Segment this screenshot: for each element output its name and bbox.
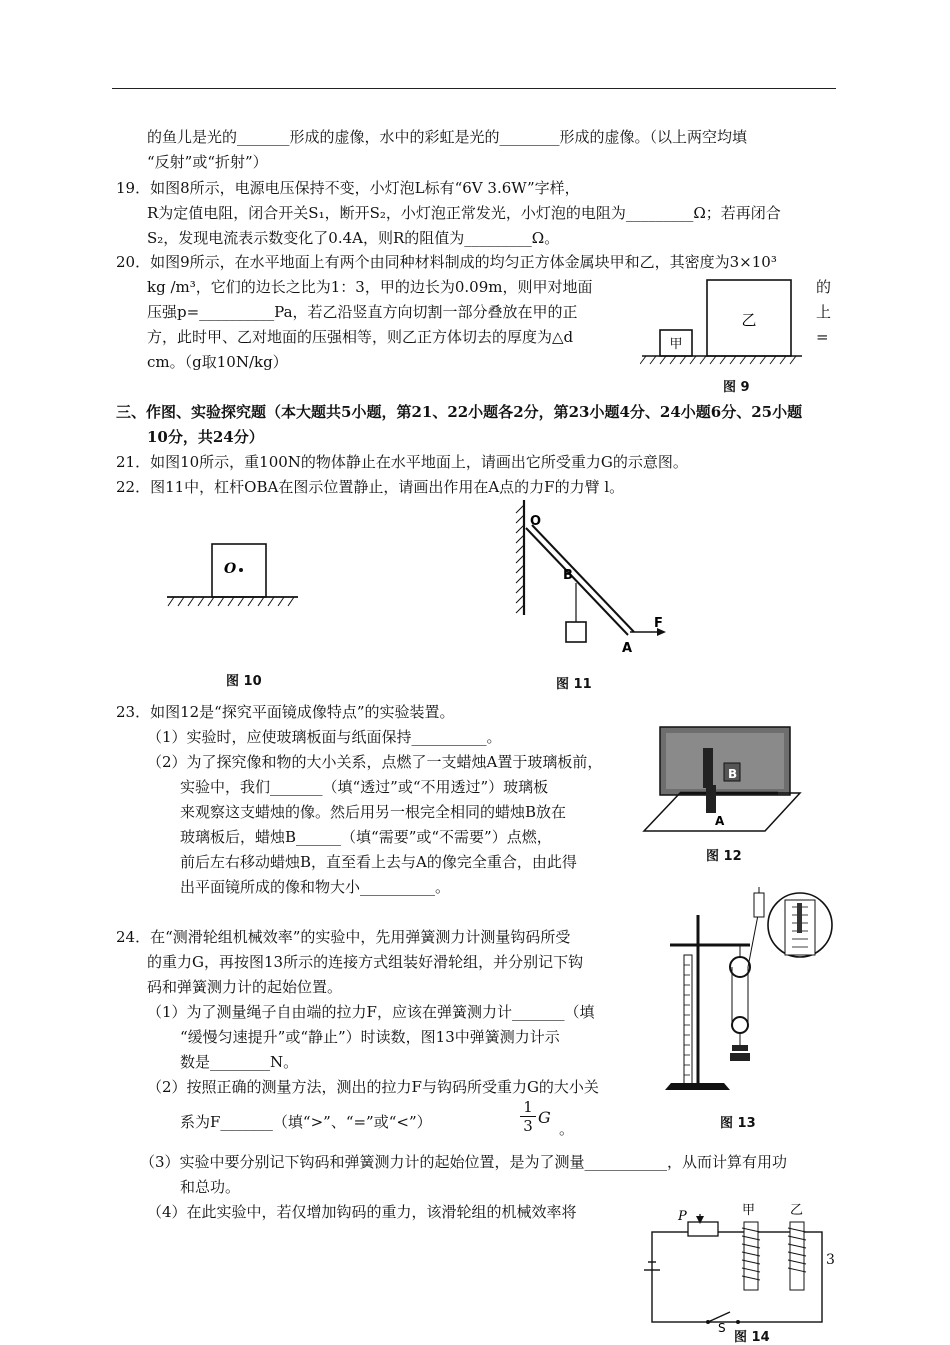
text-line: R为定值电阻，闭合开关S₁，断开S₂，小灯泡正常发光，小灯泡的电阻为_________Ω；若再闭合 — [147, 204, 781, 222]
text-line: 10分，共24分） — [147, 428, 264, 446]
text-line: 21．如图10所示，重100N的物体静止在水平地面上，请画出它所受重力G的示意图。 — [116, 453, 688, 471]
caption-fig14: 图 14 — [734, 1330, 770, 1345]
text-line: 玻璃板后，蜡烛B______（填“需要”或“不需要”）点燃， — [180, 828, 552, 846]
text-line: 系为F_______（填“>”、“=”或“<”） — [180, 1113, 432, 1131]
label-candle-B: B — [728, 767, 738, 781]
q20-right-de: 的 — [816, 278, 832, 296]
text-line: 前后左右移动蜡烛B，直至看上去与A的像完全重合，由此得 — [180, 853, 577, 871]
label-candle-A: A — [715, 814, 725, 828]
text-line: cm。（g取10N/kg） — [147, 353, 288, 371]
figure-14 — [640, 1200, 830, 1332]
text-line: 数是________N。 — [180, 1053, 299, 1071]
figure-11 — [510, 495, 680, 660]
text-line: （2）按照正确的测量方法，测出的拉力F与钩码所受重力G的大小关 — [147, 1078, 599, 1096]
caption-fig13: 图 13 — [720, 1116, 756, 1131]
fraction-one-third — [520, 1098, 536, 1135]
figure-9 — [640, 275, 810, 370]
text-line: 码和弹簧测力计的起始位置。 — [147, 978, 343, 996]
text-line: 来观察这支蜡烛的像。然后用另一根完全相同的蜡烛B放在 — [180, 803, 567, 821]
q20-right-shang: 上 — [816, 303, 832, 321]
text-line: 方，此时甲、乙对地面的压强相等，则乙正方体切去的厚度为△d — [147, 328, 574, 346]
label-A: A — [622, 641, 633, 656]
text-line: 20．如图9所示，在水平地面上有两个由同种材料制成的均匀正方体金属块甲和乙，其密度为3×10³ — [116, 253, 777, 271]
text-line: （4）在此实验中，若仅增加钩码的重力，该滑轮组的机械效率将 — [147, 1203, 577, 1221]
text-line: （2）为了探究像和物的大小关系，点燃了一支蜡烛A置于玻璃板前， — [147, 753, 603, 771]
fraction-numerator: 1 — [520, 1098, 536, 1117]
text-line: 22．图11中，杠杆OBA在图示位置静止，请画出作用在A点的力F的力臂 l。 — [116, 478, 625, 496]
label-B: B — [563, 568, 573, 583]
fraction-variable: G — [538, 1108, 551, 1127]
caption-fig9: 图 9 — [723, 380, 750, 395]
label-yi: 乙 — [741, 311, 757, 329]
label-S: S — [718, 1321, 726, 1332]
caption-fig11: 图 11 — [556, 677, 592, 692]
text-line: （1）实验时，应使玻璃板面与纸面保持__________。 — [147, 728, 502, 746]
text-line: “反射”或“折射”） — [147, 153, 268, 171]
figure-12 — [640, 723, 815, 843]
page-number: 3 — [826, 1252, 835, 1268]
header-rule — [112, 88, 836, 89]
figure-13 — [660, 885, 835, 1100]
text-line: 实验中，我们_______（填“透过”或“不用透过”）玻璃板 — [180, 778, 549, 796]
text-line: 19．如图8所示，电源电压保持不变，小灯泡L标有“6V 3.6W”字样， — [116, 179, 580, 197]
svg-text:O: O — [224, 561, 237, 577]
text-line: “缓慢匀速提升”或“静止”）时读数，图13中弹簧测力计示 — [180, 1028, 560, 1046]
caption-fig10: 图 10 — [226, 674, 262, 689]
text-line: 的重力G，再按图13所示的连接方式组装好滑轮组，并分别记下钩 — [147, 953, 584, 971]
text-line: （3）实验中要分别记下钩码和弹簧测力计的起始位置，是为了测量___________，从而计算有用功 — [140, 1153, 788, 1171]
text-line: 的鱼儿是光的_______形成的虚像，水中的彩虹是光的________形成的虚像。（以上两空均填 — [147, 128, 748, 146]
figure-10 — [162, 540, 302, 615]
q20-right-eq: = — [816, 328, 829, 346]
text-line: kg /m³，它们的边长之比为1：3，甲的边长为0.09m，则甲对地面 — [147, 278, 593, 296]
text-line: 23．如图12是“探究平面镜成像特点”的实验装置。 — [116, 703, 455, 721]
fraction-denominator: 3 — [523, 1117, 533, 1135]
caption-fig12: 图 12 — [706, 849, 742, 864]
label-fig14-yi: 乙 — [790, 1203, 804, 1218]
text-line: 出平面镜所成的像和物大小__________。 — [180, 878, 451, 896]
fraction-end: 。 — [559, 1120, 575, 1138]
text-line: （1）为了测量绳子自由端的拉力F，应该在弹簧测力计_______（填 — [147, 1003, 595, 1021]
label-jia: 甲 — [669, 337, 683, 352]
label-O: O — [530, 514, 542, 529]
label-P: P — [678, 1209, 687, 1224]
text-line: 24．在“测滑轮组机械效率”的实验中，先用弹簧测力计测量钩码所受 — [116, 928, 571, 946]
text-line: 压强p=__________Pa，若乙沿竖直方向切割一部分叠放在甲的正 — [147, 303, 578, 321]
text-line: 三、作图、实验探究题（本大题共5小题，第21、22小题各2分，第23小题4分、24小题6分、25小题 — [116, 403, 803, 421]
text-line: S₂，发现电流表示数变化了0.4A，则R的阻值为_________Ω。 — [147, 229, 560, 247]
label-F: F — [654, 616, 663, 631]
label-fig14-jia: 甲 — [742, 1203, 756, 1218]
text-line: 和总功。 — [180, 1178, 241, 1196]
